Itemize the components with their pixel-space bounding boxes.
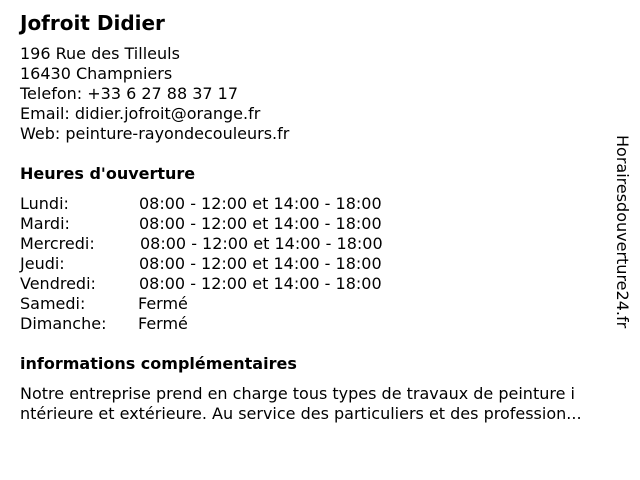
time-value: 08:00 - 12:00 et 14:00 - 18:00 [139, 214, 382, 233]
additional-info-heading: informations complémentaires [20, 354, 297, 373]
description-line: ntérieure et extérieure. Au service des particuliers et des profession... [20, 404, 582, 423]
day-label: Lundi: [20, 194, 69, 213]
hours-row-friday [20, 274, 440, 294]
day-label: Samedi: [20, 294, 86, 313]
business-description [20, 384, 630, 424]
address-city: 16430 Champniers [20, 64, 173, 83]
time-value: 08:00 - 12:00 et 14:00 - 18:00 [140, 234, 383, 253]
email-address[interactable]: Email: didier.jofroit@orange.fr [20, 104, 261, 123]
site-watermark [612, 135, 632, 345]
website-link[interactable]: Web: peinture-rayondecouleurs.fr [20, 124, 290, 143]
time-value: 08:00 - 12:00 et 14:00 - 18:00 [139, 194, 382, 213]
day-label: Mardi: [20, 214, 70, 233]
hours-row-sunday [20, 314, 440, 334]
address-street: 196 Rue des Tilleuls [20, 44, 180, 63]
day-label: Jeudi: [20, 254, 65, 273]
contact-block [20, 44, 289, 144]
hours-row-wednesday [20, 234, 440, 254]
hours-row-tuesday [20, 214, 440, 234]
day-label: Dimanche: [20, 314, 107, 333]
time-value: 08:00 - 12:00 et 14:00 - 18:00 [139, 254, 382, 273]
hours-row-monday [20, 194, 440, 214]
watermark-text: Horairesdouverture24.fr [613, 135, 632, 329]
phone-number[interactable]: Telefon: +33 6 27 88 37 17 [20, 84, 239, 103]
opening-hours-list [20, 194, 440, 334]
hours-row-saturday [20, 294, 440, 314]
time-value: Fermé [138, 314, 188, 333]
description-line: Notre entreprise prend en charge tous types de travaux de peinture i [20, 384, 575, 403]
time-value: Fermé [138, 294, 188, 313]
day-label: Vendredi: [20, 274, 96, 293]
time-value: 08:00 - 12:00 et 14:00 - 18:00 [139, 274, 382, 293]
opening-hours-heading: Heures d'ouverture [20, 164, 196, 183]
hours-row-thursday [20, 254, 440, 274]
business-name: Jofroit Didier [20, 11, 165, 35]
day-label: Mercredi: [20, 234, 95, 253]
